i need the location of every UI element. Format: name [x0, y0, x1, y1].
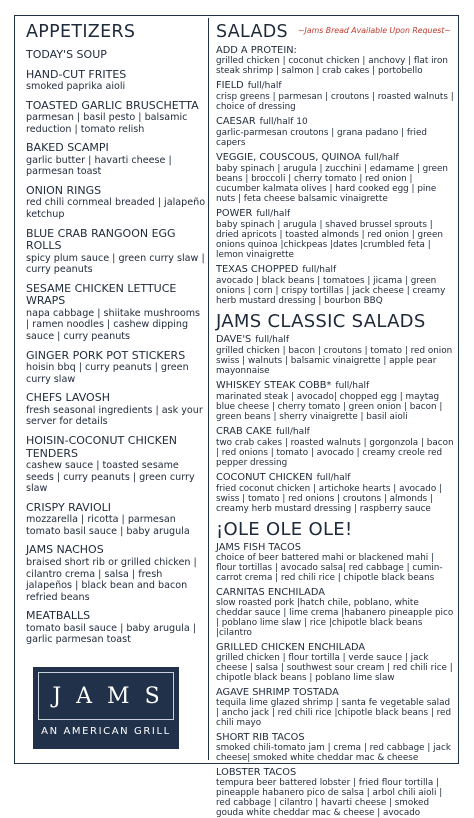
menu-item-name: JAMS NACHOS [26, 543, 104, 557]
menu-item-price: full/half [255, 335, 290, 345]
menu-item [216, 334, 454, 376]
menu-item-description: marinated steak | avocado| chopped egg | maytag blue cheese | cherry tomato | green onion | bacon | green beans | sherry vinaigrette | basil aioli [216, 392, 443, 422]
menu-item-header [216, 732, 454, 743]
menu-item-header [26, 350, 206, 363]
menu-item [216, 767, 454, 818]
menu-item-description: smoked paprika aioli [26, 81, 126, 92]
ole-title: ¡OLE OLE OLE! [216, 519, 353, 540]
menu-item-description: smoked chili-tomato jam | crema | red cabbage | jack cheese| smoked white cheddar mac & cheese [216, 743, 451, 763]
menu-item-name: ADD A PROTEIN: [216, 45, 297, 56]
classic-salads-title: JAMS CLASSIC SALADS [216, 311, 426, 332]
menu-item-header [26, 392, 206, 405]
menu-item-description: grilled chicken | flour tortilla | verde sauce | jack cheese | salsa | southwest sour cream | red chili rice | chipotle black beans | poblano lime slaw [216, 653, 453, 683]
menu-item [216, 642, 454, 683]
appetizers-title: APPETIZERS [26, 22, 136, 42]
menu-item [216, 426, 454, 468]
menu-item-header [216, 80, 454, 92]
menu-item-price: full/half [302, 265, 337, 275]
menu-item-header [26, 283, 206, 308]
menu-item-description: baby spinach | arugula | shaved brussel sprouts | dried apricots | toasted almonds | red onion | green onions quinoa |chickpeas |dates |crumbled feta | lemon vinaigrette [216, 220, 443, 260]
menu-item-name: TEXAS CHOPPED [216, 264, 299, 275]
menu-item-description: fried coconut chicken | artichoke hearts | avocado | swiss | tomato | red onions | croutons | almonds | creamy herb mustard dressing | raspberry sauce [216, 484, 442, 514]
menu-item-description: napa cabbage | shiitake mushrooms | ramen noodles | cashew dipping sauce | curry peanuts [26, 307, 201, 343]
menu-item [216, 264, 454, 306]
menu-item-header [216, 587, 454, 598]
menu-item-price: full/half [275, 427, 310, 437]
menu-item-header [216, 767, 454, 778]
menu-item [26, 142, 206, 178]
menu-item-name: DAVE'S [216, 334, 252, 345]
menu-item [216, 687, 454, 728]
menu-item-name: BAKED SCAMPI [26, 141, 109, 155]
menu-item-name: GINGER PORK POT STICKERS [26, 348, 186, 362]
salads-title: SALADS [216, 22, 288, 42]
menu-item-name: JAMS FISH TACOS [216, 542, 301, 553]
menu-item-name: HOISIN-COCONUT CHICKEN TENDERS [26, 434, 178, 460]
menu-item-name: CRAB CAKE [216, 426, 272, 437]
classic-salads-list [216, 334, 454, 514]
menu-item-name: MEATBALLS [26, 609, 91, 623]
menu-item-description: spicy plum sauce | green curry slaw | curry peanuts [26, 252, 205, 276]
menu-item-description: grilled chicken | bacon | croutons | tomato | red onion swiss | walnuts | balsamic vinaigrette | apple pear mayonnaise [216, 346, 453, 376]
menu-item-header [26, 502, 206, 515]
menu-item [26, 435, 206, 495]
logo-tagline: AN AMERICAN GRILL [41, 726, 171, 737]
menu-item-name: CHEFS LAVOSH [26, 391, 110, 405]
menu-item-name: SHORT RIB TACOS [216, 732, 305, 743]
menu-item-description: two crab cakes | roasted walnuts | gorgonzola | bacon | red onions | tomato | avocado | creamy creole red pepper dressing [216, 438, 454, 468]
menu-item-name: COCONUT CHICKEN [216, 472, 313, 483]
menu-item [216, 152, 454, 204]
menu-item-price: full/half [364, 153, 399, 163]
jams-logo [33, 667, 179, 749]
salads-list [216, 45, 454, 306]
appetizers-column [26, 22, 206, 646]
menu-item-name: POWER [216, 208, 253, 219]
menu-item-name: BLUE CRAB RANGOON EGG ROLLS [26, 226, 176, 253]
menu-item-header [216, 116, 454, 128]
menu-item-name: LOBSTER TACOS [216, 767, 297, 778]
menu-item-header [26, 544, 206, 557]
menu-item-description: baby spinach | arugula | zucchini | edamame | green beans | broccoli | cherry tomato | red onion | cucumber kalmata olives | hard cooked egg | pine nuts | feta cheese balsamic vinaigrette [216, 164, 448, 204]
salads-column [216, 22, 454, 818]
menu-item-description: garlic-parmesan croutons | grana padano | fried capers [216, 128, 427, 148]
menu-item-description: mozzarella | ricotta | parmesan tomato basil sauce | baby arugula [26, 514, 190, 537]
appetizers-list [26, 49, 206, 646]
menu-item [26, 69, 206, 93]
menu-item-header [216, 642, 454, 653]
menu-item-header [26, 185, 206, 198]
menu-item-header [26, 100, 206, 113]
menu-item [216, 587, 454, 638]
menu-item-description: tequila lime glazed shrimp | santa fe vegetable salad | ancho jack | red chili rice |chipotle black beans | red chili mayo [216, 698, 452, 728]
menu-item-price: full/half [256, 209, 291, 219]
menu-item-description: tempura beer battered lobster | fried flour tortilla | pineapple habanero pico de salsa | arbol chili aioli | red cabbage | cilantro | havarti cheese | smoked gouda white cheddar mac & cheese | avocado [216, 778, 443, 818]
ole-list [216, 542, 454, 818]
menu-item-header [216, 45, 454, 56]
menu-item-header [216, 472, 454, 484]
menu-item-name: CRISPY RAVIOLI [26, 500, 111, 514]
menu-item-header [216, 264, 454, 276]
menu-item-description: slow roasted pork |hatch chile, poblano, white cheddar sauce | lime crema |habanero pineapple pico | poblano lime slaw | rice |chipotle black beans |cilantro [216, 598, 454, 638]
menu-item [216, 45, 454, 76]
menu-item [26, 228, 206, 276]
menu-item-name: TOASTED GARLIC BRUSCHETTA [26, 98, 199, 112]
menu-item-header [26, 228, 206, 253]
menu-item-name: CARNITAS ENCHILADA [216, 587, 325, 598]
menu-item-name: FIELD [216, 80, 244, 91]
menu-item-header [26, 142, 206, 155]
menu-item-price: full/half [247, 81, 282, 91]
menu-item-name: AGAVE SHRIMP TOSTADA [216, 687, 339, 698]
menu-item-name: CAESAR [216, 116, 256, 127]
menu-item-price: full/half [316, 473, 351, 483]
menu-item [216, 732, 454, 763]
menu-item [216, 208, 454, 260]
menu-item-description: tomato basil sauce | baby arugula | garlic parmesan toast [26, 622, 197, 646]
menu-item-name: VEGGIE, COUSCOUS, QUINOA [216, 152, 361, 163]
menu-item [26, 544, 206, 603]
menu-item-description: choice of beer battered mahi or blackened mahi | flour tortillas | avocado salsa| red cabbage | cumin-carrot crema | red chili rice | chipotle black beans [216, 553, 443, 583]
menu-item [26, 283, 206, 343]
menu-item-description: garlic butter | havarti cheese | parmesan toast [26, 154, 172, 178]
menu-item-description: crisp greens | parmesan | croutons | roasted walnuts | choice of dressing [216, 92, 454, 112]
menu-item [216, 116, 454, 148]
menu-item-price: full/half [335, 381, 370, 391]
menu-item-description: parmesan | basil pesto | balsamic reduction | tomato relish [26, 112, 188, 135]
menu-item-description: fresh seasonal ingredients | ask your server for details [26, 404, 203, 428]
menu-item-description: braised short rib or grilled chicken | cilantro crema | salsa | fresh jalapeños | black bean and bacon refried beans [26, 556, 197, 603]
menu-item-header [26, 49, 206, 62]
menu-item-description: red chili cornmeal breaded | jalapeño ketchup [26, 197, 206, 221]
menu-item-name: HAND-CUT FRITES [26, 67, 127, 81]
menu-item [216, 80, 454, 112]
menu-item-name: GRILLED CHICKEN ENCHILADA [216, 642, 366, 653]
bread-notice: ~Jams Bread Available Upon Request~ [298, 26, 451, 35]
menu-item [26, 392, 206, 428]
logo-wordmark: JAMS [38, 672, 174, 720]
menu-item [26, 49, 206, 62]
menu-item-price: full/half 10 [259, 117, 308, 127]
menu-item [26, 610, 206, 646]
menu-item [26, 100, 206, 136]
menu-item-header [216, 426, 454, 438]
menu-item-header [216, 687, 454, 698]
menu-item-name: SESAME CHICKEN LETTUCE WRAPS [26, 281, 177, 308]
menu-item-header [26, 69, 206, 82]
menu-item [216, 380, 454, 422]
menu-item-name: WHISKEY STEAK COBB* [216, 380, 332, 391]
menu-item [216, 472, 454, 514]
menu-item-header [216, 542, 454, 553]
menu-item-header [216, 334, 454, 346]
menu-item-header [216, 152, 454, 164]
column-divider [208, 18, 209, 760]
menu-item-description: avocado | black beans | tomatoes | jicama | green onions | corn | crispy tortillas | jack cheese | creamy herb mustard dressing | bourbon BBQ [216, 276, 446, 306]
menu-item-name: TODAY'S SOUP [26, 48, 107, 61]
menu-item [26, 185, 206, 221]
menu-item [26, 502, 206, 538]
menu-item-description: grilled chicken | coconut chicken | anchovy | flat iron steak shrimp | salmon | crab cakes | portobello [216, 56, 448, 76]
menu-item-header [216, 380, 454, 392]
menu-item-name: ONION RINGS [26, 183, 102, 197]
menu-item-header [26, 610, 206, 623]
menu-item [26, 350, 206, 386]
menu-item [216, 542, 454, 583]
menu-item-header [26, 435, 206, 460]
menu-item-header [216, 208, 454, 220]
menu-item-description: cashew sauce | toasted sesame seeds | curry peanuts | green curry slaw [26, 460, 195, 495]
menu-item-description: hoisin bbq | curry peanuts | green curry slaw [26, 362, 189, 385]
